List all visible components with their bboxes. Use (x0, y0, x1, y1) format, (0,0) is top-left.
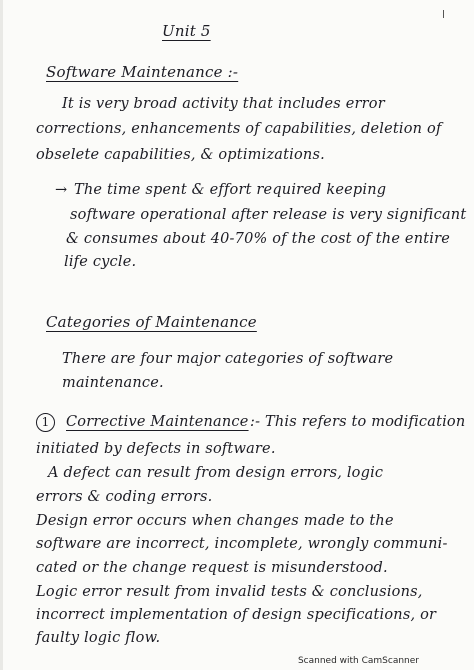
item-line: incorrect implementation of design specifications, or (36, 607, 437, 623)
item-line: software are incorrect, incomplete, wrongly communi- (36, 536, 448, 552)
section-heading-software-maintenance: Software Maintenance :- (46, 63, 239, 81)
bullet-line: & consumes about 40-70% of the cost of the entire (66, 231, 451, 247)
scan-edge (0, 0, 3, 670)
body-line: It is very broad activity that includes error (62, 96, 385, 112)
item-line: cated or the change request is misunderstood. (36, 560, 388, 576)
item-definition: :- This refers to modification (250, 414, 466, 430)
item-line: Design error occurs when changes made to the (36, 513, 394, 529)
scanner-watermark: Scanned with CamScanner (297, 656, 419, 666)
intro-line: There are four major categories of software (62, 351, 394, 367)
item-line: errors & coding errors. (36, 489, 213, 505)
page-title: Unit 5 (162, 22, 211, 40)
body-line: corrections, enhancements of capabilities, deletion of (36, 121, 442, 137)
bullet-line: The time spent & effort required keeping (74, 182, 387, 198)
page-mark (443, 10, 444, 18)
item-term-corrective-maintenance: Corrective Maintenance (66, 414, 249, 430)
intro-line: maintenance. (62, 375, 164, 391)
item-line: A defect can result from design errors, logic (48, 465, 384, 481)
item-line: faulty logic flow. (36, 630, 161, 646)
bullet-line: life cycle. (64, 254, 137, 270)
arrow-bullet-marker: → (55, 182, 68, 198)
item-number-badge: 1 (36, 413, 55, 432)
item-line: initiated by defects in software. (36, 441, 276, 457)
body-line: obselete capabilities, & optimizations. (36, 147, 325, 163)
bullet-line: software operational after release is very significant (70, 207, 467, 223)
section-heading-categories: Categories of Maintenance (46, 313, 257, 331)
item-line: Logic error result from invalid tests & conclusions, (36, 584, 423, 600)
